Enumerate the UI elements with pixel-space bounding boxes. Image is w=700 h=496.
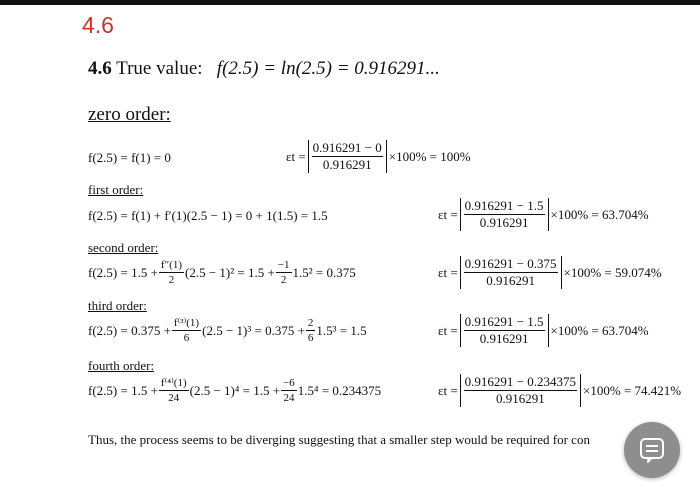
fourth-c-den: 24 <box>283 392 295 404</box>
second-order-equation <box>88 258 356 287</box>
fourth-err-num: 0.916291 − 0.234375 <box>464 374 576 389</box>
third-c-num: 2 <box>307 317 314 329</box>
second-err-tail: ×100% = 59.074% <box>563 264 662 280</box>
third-err-label: εt = <box>438 322 458 338</box>
fourth-f-den: 24 <box>168 392 180 404</box>
chat-transcript-icon <box>639 437 665 463</box>
second-lhs-c: 1.5² = 0.375 <box>292 264 356 280</box>
first-err-tail: ×100% = 63.704% <box>550 206 649 222</box>
fourth-lhs-a: f(2.5) = 1.5 + <box>88 382 158 398</box>
fourth-lhs-c: 1.5⁴ = 0.234375 <box>297 382 382 398</box>
fourth-err-tail: ×100% = 74.421% <box>583 382 682 398</box>
fourth-deriv-fraction <box>159 376 189 405</box>
title-prefix: True value: <box>116 58 203 79</box>
heading-second-order: second order: <box>88 240 159 255</box>
second-lhs-a: f(2.5) = 1.5 + <box>88 264 158 280</box>
top-border <box>0 0 700 5</box>
zero-err-den: 0.916291 <box>322 157 372 172</box>
fourth-err-den: 0.916291 <box>495 391 545 406</box>
zero-err-tail: ×100% = 100% <box>388 148 471 164</box>
second-f-num: f″(1) <box>160 259 182 271</box>
second-lhs-b: (2.5 − 1)² = 1.5 + <box>184 264 275 280</box>
third-f-den: 6 <box>183 332 190 344</box>
second-err-den: 0.916291 <box>486 273 535 288</box>
conclusion-text: Thus, the process seems to be diverging suggesting that a smaller step would be required for con <box>88 432 590 447</box>
second-order-error <box>438 256 662 289</box>
fourth-f-num: f⁽⁴⁾(1) <box>160 377 187 389</box>
first-order-error <box>438 198 649 231</box>
title-number: 4.6 <box>88 58 112 79</box>
third-lhs-c: 1.5³ = 1.5 <box>316 322 367 338</box>
first-err-num: 0.916291 − 1.5 <box>464 198 544 213</box>
third-err-den: 0.916291 <box>479 331 529 346</box>
fourth-order-equation <box>88 376 381 405</box>
third-lhs-a: f(2.5) = 0.375 + <box>88 322 171 338</box>
fourth-c-num: −6 <box>283 377 295 389</box>
title-expression: f(2.5) = ln(2.5) = 0.916291... <box>216 58 440 79</box>
second-c-num: −1 <box>277 259 290 271</box>
heading-fourth-order: fourth order: <box>88 358 155 373</box>
third-err-num: 0.916291 − 1.5 <box>464 314 544 329</box>
second-err-label: εt = <box>438 264 458 280</box>
third-order-error <box>438 314 649 347</box>
fourth-coef-fraction <box>281 376 297 405</box>
second-err-fraction <box>460 256 562 289</box>
second-c-den: 2 <box>280 274 287 286</box>
third-f-num: f⁽³⁾(1) <box>173 317 200 329</box>
zero-err-label: εt = <box>286 148 306 164</box>
third-err-tail: ×100% = 63.704% <box>550 322 649 338</box>
chat-transcript-button[interactable] <box>624 422 680 478</box>
first-err-fraction <box>460 198 549 231</box>
zero-order-equation <box>88 150 171 166</box>
third-err-fraction <box>460 314 549 347</box>
fourth-order-error <box>438 374 681 407</box>
second-coef-fraction <box>276 258 292 287</box>
section-number: 4.6 <box>82 12 114 38</box>
zero-lhs: f(2.5) = f(1) = 0 <box>88 150 171 165</box>
third-deriv-fraction <box>172 316 201 345</box>
zero-err-fraction <box>308 140 387 173</box>
second-err-num: 0.916291 − 0.375 <box>464 256 557 271</box>
first-err-den: 0.916291 <box>479 215 529 230</box>
fourth-err-fraction <box>460 374 581 407</box>
problem-title <box>88 58 440 80</box>
heading-first-order: first order: <box>88 182 144 197</box>
second-f-den: 2 <box>168 274 175 286</box>
heading-zero-order: zero order: <box>88 104 171 125</box>
third-coef-fraction <box>306 316 316 345</box>
heading-third-order: third order: <box>88 298 147 313</box>
zero-err-num: 0.916291 − 0 <box>312 140 382 155</box>
first-err-label: εt = <box>438 206 458 222</box>
first-lhs: f(2.5) = f(1) + f′(1)(2.5 − 1) = 0 + 1(1.5) = 1.5 <box>88 208 328 223</box>
first-order-equation <box>88 208 328 224</box>
fourth-err-label: εt = <box>438 382 458 398</box>
third-c-den: 6 <box>307 332 314 344</box>
zero-order-error <box>286 140 471 173</box>
third-order-equation <box>88 316 367 345</box>
second-deriv-fraction <box>159 258 184 287</box>
fourth-lhs-b: (2.5 − 1)⁴ = 1.5 + <box>189 382 281 398</box>
third-lhs-b: (2.5 − 1)³ = 0.375 + <box>202 322 305 338</box>
